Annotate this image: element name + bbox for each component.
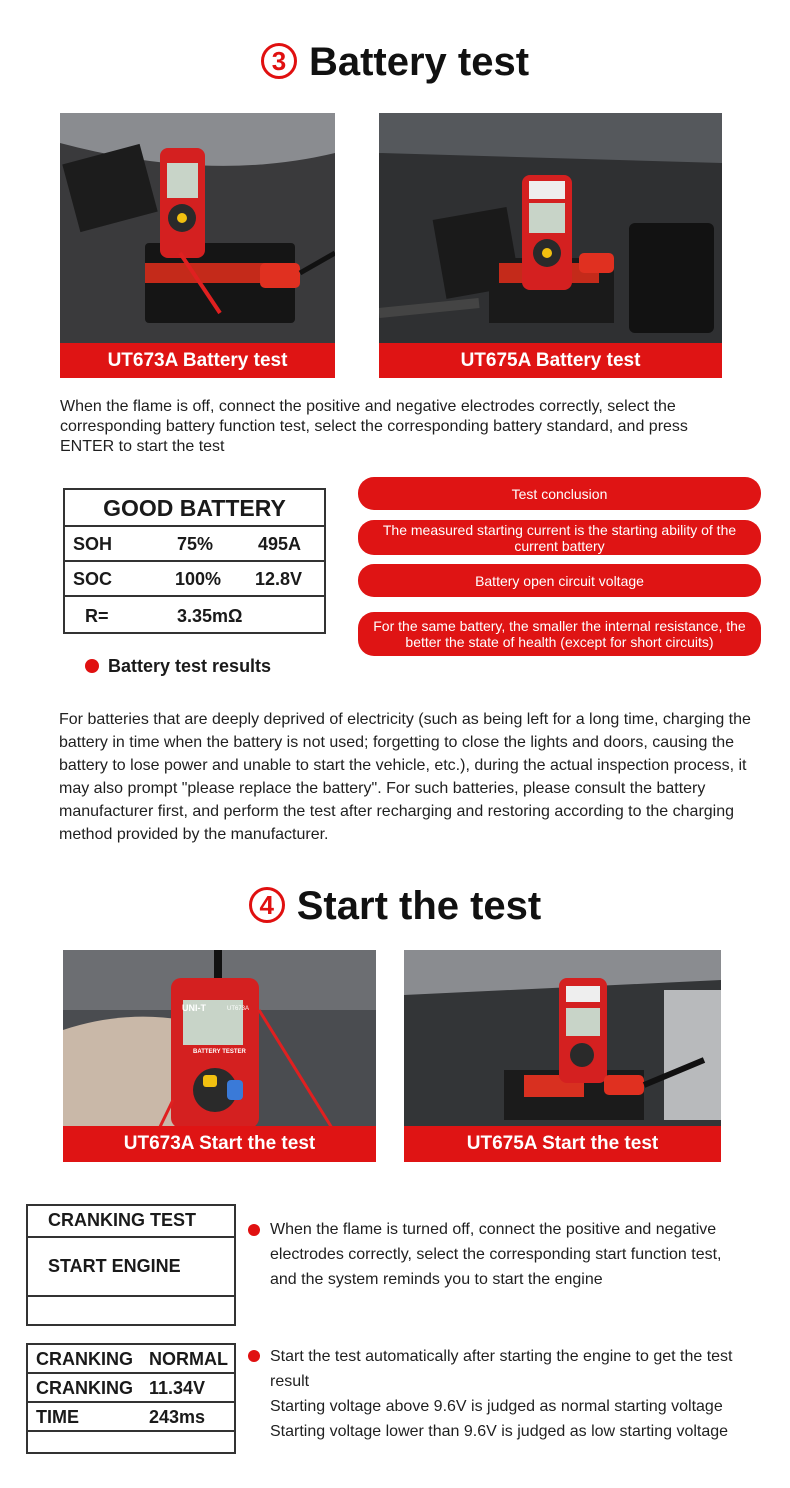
result-value: 100% — [175, 569, 222, 589]
section-title-battery-test — [0, 40, 790, 85]
cranking-test-screen — [26, 1204, 236, 1326]
circled-number-4: 4 — [249, 887, 285, 923]
screen-value: 243ms — [149, 1407, 206, 1427]
pill-open-circuit-voltage: Battery open circuit voltage — [358, 564, 761, 597]
screen-line-1: CRANKING TEST — [48, 1210, 196, 1230]
result-line: Starting voltage lower than 9.6V is judged as low starting voltage — [270, 1423, 729, 1440]
deep-discharge-note: For batteries that are deeply deprived of electricity (such as being left for a long time, charging the battery in time when the battery is not used; forgetting to close the lights and doors, causing the battery to lose power and unable to start the vehicle, etc.), during the actual inspection process, it may also prompt "please replace the battery". For such batteries, please consult the battery manufacturer first, and perform the test after recharging and restoring according to the charging method provided by the manufacturer. — [59, 711, 751, 843]
result-heading-row — [65, 490, 324, 527]
result-label: SOH — [73, 534, 113, 554]
result-row-resistance — [65, 597, 324, 632]
start-test-results-text — [270, 1344, 760, 1444]
divider — [28, 1430, 234, 1432]
result-value: 495A — [258, 534, 302, 554]
divider — [28, 1401, 234, 1403]
photo-caption: UT675A Battery test — [379, 343, 722, 378]
battery-result-screen — [63, 488, 326, 634]
bullet-icon — [248, 1224, 260, 1236]
engine-bay-illustration — [379, 113, 722, 378]
divider — [28, 1372, 234, 1374]
screen-label: CRANKING — [36, 1349, 133, 1369]
pill-internal-resistance: For the same battery, the smaller the internal resistance, the better the state of health (except for short circuits) — [358, 612, 761, 656]
cranking-result-screen — [26, 1343, 236, 1454]
photo-ut673a-battery-test — [60, 113, 335, 378]
result-value: 12.8V — [255, 569, 303, 589]
result-heading: GOOD BATTERY — [103, 495, 286, 521]
result-value: 75% — [177, 534, 214, 554]
section-title-text: Battery test — [308, 40, 530, 84]
photo-caption: UT675A Start the test — [404, 1126, 721, 1162]
screen-line-2: START ENGINE — [48, 1256, 181, 1276]
battery-test-instructions: When the flame is off, connect the positive and negative electrodes correctly, select the corresponding battery function test, select the corresponding battery standard, and press ENTER to start the test — [60, 398, 688, 455]
photo-ut675a-start-test — [404, 950, 721, 1162]
screen-label: CRANKING — [36, 1378, 133, 1398]
result-line: Start the test automatically after starting the engine to get the test result — [270, 1348, 733, 1390]
screen-value: NORMAL — [149, 1349, 228, 1369]
result-row-soc — [65, 562, 324, 597]
result-label: R= — [85, 606, 109, 626]
result-row-soh — [65, 527, 324, 562]
section-title-start-test — [0, 884, 790, 929]
photo-ut675a-battery-test — [379, 113, 722, 378]
battery-test-results-label: Battery test results — [108, 656, 272, 676]
device-model-text: UT673A — [227, 1006, 250, 1012]
divider — [28, 1295, 234, 1297]
device-brand-text: UNI-T — [182, 1003, 206, 1013]
section-title-text: Start the test — [296, 884, 542, 928]
pill-starting-current: The measured starting current is the starting ability of the current battery — [358, 520, 761, 555]
screen-label: TIME — [36, 1407, 79, 1427]
device-label-text: BATTERY TESTER — [193, 1049, 246, 1055]
result-label: SOC — [73, 569, 113, 589]
circled-number-3: 3 — [261, 43, 297, 79]
result-value: 3.35mΩ — [177, 606, 243, 626]
bullet-icon — [248, 1350, 260, 1362]
bullet-icon — [85, 659, 99, 673]
screen-value: 11.34V — [149, 1378, 206, 1398]
photo-caption: UT673A Battery test — [60, 343, 335, 378]
engine-bay-illustration — [60, 113, 335, 378]
photo-caption: UT673A Start the test — [63, 1126, 376, 1162]
pill-test-conclusion: Test conclusion — [358, 477, 761, 510]
result-line: Starting voltage above 9.6V is judged as normal starting voltage — [270, 1398, 723, 1415]
photo-ut673a-start-test — [63, 950, 376, 1162]
divider — [28, 1236, 234, 1238]
start-function-instructions: When the flame is turned off, connect the positive and negative electrodes correctly, select the corresponding start function test, and the system reminds you to start the engine — [270, 1221, 722, 1288]
